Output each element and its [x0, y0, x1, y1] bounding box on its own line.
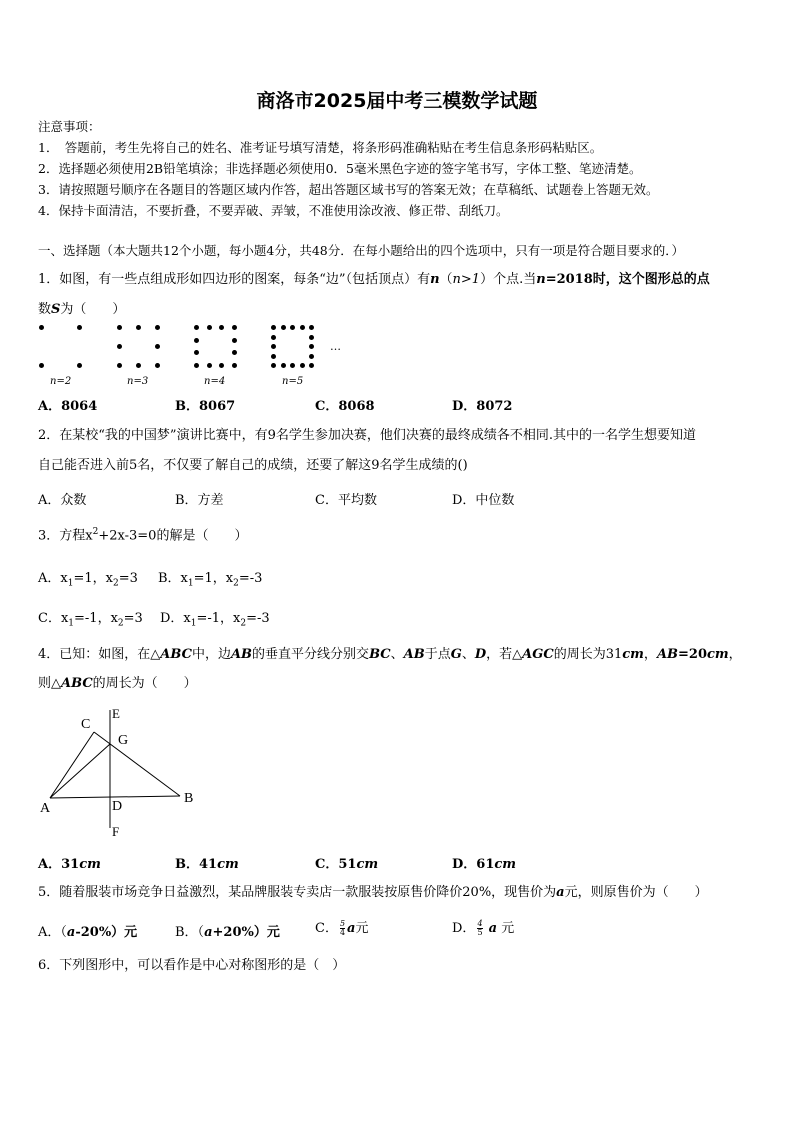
q1-dot: [219, 363, 224, 368]
label-F: F: [112, 824, 120, 839]
q2-line-1: 2．在某校“我的中国梦”演讲比赛中，有9名学生参加决赛，他们决赛的最终成绩各不相同.其中的一名学生想要知道: [38, 428, 696, 443]
q1-dot: [290, 325, 295, 330]
q1-dot: [194, 338, 199, 343]
q1-dot: [219, 325, 224, 330]
label-A: A: [40, 801, 51, 816]
q1-dot: [300, 363, 305, 368]
q1-dot: [117, 363, 122, 368]
q1-dot: [309, 363, 314, 368]
section-heading: 一、选择题（本大题共12个小题，每小题4分，共48分．在每小题给出的四个选项中，只有一项是符合题目要求的．）: [38, 243, 685, 258]
q1-dot: [309, 344, 314, 349]
q2-option-c: C．平均数: [315, 493, 377, 508]
q4-triangle-figure: [38, 700, 208, 840]
q1-dot-figure: [0, 0, 794, 1]
q1-dot: [207, 325, 212, 330]
q1-dot: [290, 363, 295, 368]
q5-stem: 5．随着服装市场竞争日益激烈，某品牌服装专卖店一款服装按原售价降价20%，现售价为a元，则原售价为（ ）: [38, 885, 708, 900]
q1-ellipsis: …: [330, 340, 341, 353]
q3-stem: 3．方程$x^2+2x-3=0$的解是（ ）: [38, 527, 248, 544]
q1-dot: [194, 350, 199, 355]
q1-dot: [136, 363, 141, 368]
q1-dot: [271, 354, 276, 359]
q3-option-d: D．$x_1=-1$，$x_2=-3$: [160, 611, 270, 629]
q1-option-b: B．8067: [175, 399, 236, 414]
q1-dot: [136, 325, 141, 330]
q2-option-b: B．方差: [175, 493, 224, 508]
q5-option-c: C． $\frac{5}{4}$ a元: [315, 919, 369, 937]
q1-dot: [77, 325, 82, 330]
q1-dot: [155, 344, 160, 349]
q3-option-b: B．$x_1=1$，$x_2=-3$: [158, 571, 263, 589]
q4-option-d: D．61cm: [452, 857, 517, 872]
q1-dot: [39, 363, 44, 368]
q1-label-n2: n=2: [50, 376, 72, 387]
q1-dot: [39, 325, 44, 330]
q1-dot: [309, 335, 314, 340]
label-D: D: [112, 799, 123, 814]
q2-line-2: 自己能否进入前5名，不仅要了解自己的成绩，还要了解这9名学生成绩的(): [38, 458, 468, 473]
q1-dot: [281, 363, 286, 368]
page-title: 商洛市2025届中考三模数学试题: [256, 90, 538, 112]
notice-item-2: 2．选择题必须使用2B铅笔填涂；非选择题必须使用0．5毫米黑色字迹的签字笔书写，字体工整、笔迹清楚。: [38, 161, 642, 176]
q1-dot: [271, 335, 276, 340]
q3-option-c: C．$x_1=-1$，$x_2=3$: [38, 611, 143, 629]
q5-option-b: B．（a+20%）元: [175, 925, 280, 940]
q1-dot: [194, 325, 199, 330]
q6-stem: 6．下列图形中，可以看作是中心对称图形的是（ ）: [38, 958, 346, 973]
notice-item-1: 1． 答题前，考生先将自己的姓名、准考证号填写清楚，将条形码准确粘贴在考生信息条形码粘贴区。: [38, 140, 603, 155]
q1-dot: [271, 344, 276, 349]
q1-dot: [207, 363, 212, 368]
q1-dot: [194, 363, 199, 368]
label-B: B: [184, 791, 194, 806]
q4-line-2: 则△ABC的周长为（ ）: [38, 676, 197, 691]
q1-dot: [232, 363, 237, 368]
segment-CB: [94, 732, 180, 796]
q1-dot: [309, 354, 314, 359]
q1-line-1: 1．如图，有一些点组成形如四边形的图案，每条“边”（包括顶点）有n（n>1）个点.当n=2018时，这个图形总的点: [38, 272, 710, 287]
q1-option-a: A．8064: [38, 399, 98, 414]
label-G: G: [118, 733, 129, 748]
q1-dot: [155, 363, 160, 368]
q1-option-c: C．8068: [315, 399, 375, 414]
q1-dot: [117, 325, 122, 330]
label-E: E: [112, 706, 120, 721]
q4-option-a: A．31cm: [38, 857, 101, 872]
q1-label-n3: n=3: [127, 376, 149, 387]
q3-option-a: A．$x_1=1$，$x_2=3$: [38, 571, 138, 589]
q1-label-n5: n=5: [282, 376, 304, 387]
q1-dot: [309, 325, 314, 330]
q2-option-a: A．众数: [38, 493, 87, 508]
label-C: C: [81, 717, 91, 732]
q4-option-b: B．41cm: [175, 857, 239, 872]
segment-AB: [50, 796, 180, 798]
q2-option-d: D．中位数: [452, 493, 515, 508]
q1-dot: [155, 325, 160, 330]
q1-label-n4: n=4: [204, 376, 226, 387]
notice-item-4: 4．保持卡面清洁，不要折叠，不要弄破、弄皱，不准使用涂改液、修正带、刮纸刀。: [38, 203, 509, 218]
q4-option-c: C．51cm: [315, 857, 379, 872]
q1-dot: [232, 338, 237, 343]
q4-line-1: 4．已知：如图，在△ABC中，边AB的垂直平分线分别交BC、AB于点G、D，若△AGC的周长为31cm，AB=20cm，: [38, 647, 742, 662]
q1-dot: [281, 325, 286, 330]
q1-option-d: D．8072: [452, 399, 513, 414]
q1-dot: [271, 325, 276, 330]
notice-item-3: 3．请按照题号顺序在各题目的答题区域内作答，超出答题区域书写的答案无效；在草稿纸、试题卷上答题无效。: [38, 182, 659, 197]
q1-dot: [271, 363, 276, 368]
q1-line-2: 数S为（ ）: [38, 302, 126, 317]
q1-dot: [77, 363, 82, 368]
q5-option-a: A．（a-20%）元: [38, 925, 138, 940]
q5-option-d: D． $\frac{4}{5}$ a 元: [452, 919, 515, 937]
q1-dot: [117, 344, 122, 349]
q1-dot: [300, 325, 305, 330]
q1-dot: [232, 350, 237, 355]
notice-heading: 注意事项：: [38, 119, 101, 134]
q1-dot: [232, 325, 237, 330]
